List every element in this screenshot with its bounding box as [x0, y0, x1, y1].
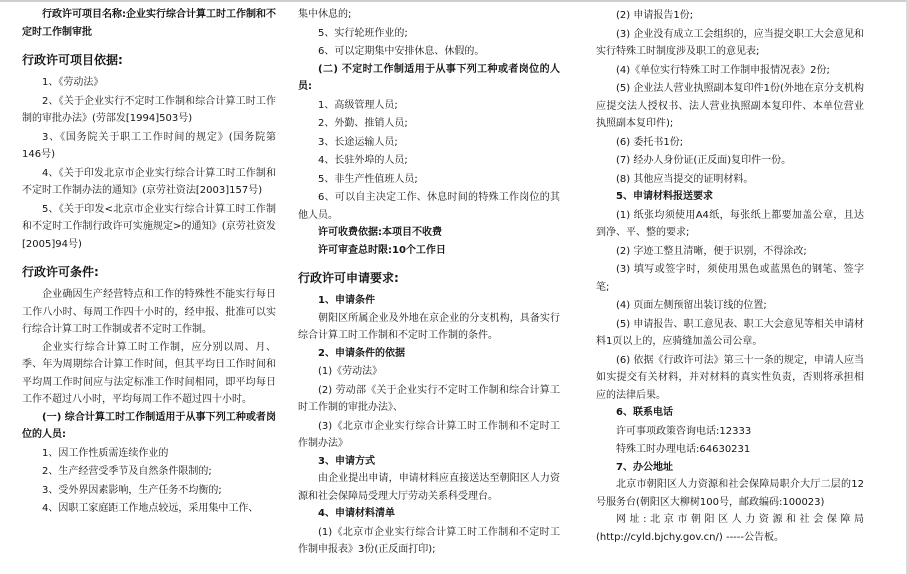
list-item: 3、长途运输人员; — [318, 136, 398, 148]
requirements-heading: 行政许可申请要求: — [298, 271, 399, 285]
list-item: (3) 企业没有成立工会组织的，应当提交职工大会意见和实行特殊工时制度涉及职工的意见表; — [596, 28, 864, 57]
phone-item: 许可事项政策咨询电话:12333 — [616, 425, 752, 437]
list-item: 1、因工作性质需连续作业的 — [42, 447, 169, 459]
list-item: 2、生产经营受季节及自然条件限制的; — [42, 466, 212, 477]
basis-item: 2、《关于企业实行不定时工作制和综合计算工时工作制的审批办法》(劳部发[1994]503号) — [22, 95, 276, 124]
list-item: 5、实行轮班作业的; — [318, 27, 408, 39]
list-item: 2、外勤、推销人员; — [318, 118, 408, 129]
list-item: (6) 依据《行政许可法》第三十一条的规定，申请人应当如实提交有关材料，并对材料的真实性负责，否则将承担相应的法律后果。 — [596, 354, 864, 401]
sub2-heading: (二) 不定时工作制适用于从事下列工种或者岗位的人员: — [298, 63, 560, 92]
list-item: 6、可以定期集中安排休息、休假的。 — [318, 46, 485, 57]
sub1-heading: (一) 综合计算工时工作制适用于从事下列工种或者岗位的人员: — [22, 411, 276, 440]
conditions-paragraph: 企业实行综合计算工时工作制，应分别以周、月、季、年为周期综合计算工作时间，但其平均日工作时间和平均周工作时间应与法定标准工作时间相同，即平均每日工作不超过八小时，平均每周工作不超过四十小时。 — [22, 341, 276, 405]
list-item: (5) 企业法人营业执照副本复印件1份(外地在京分支机构应提交法人授权书、法人营业执照副本复印件、本单位营业执照副本复印件); — [596, 83, 864, 129]
website-text: 网址:北京市朝阳区人力资源和社会保障局(http://cyld.bjchy.gov.cn/) -----公告板。 — [596, 514, 864, 543]
list-item: (4)《单位实行特殊工时工作制申报情况表》2份; — [616, 64, 830, 76]
list-item: (1)《北京市企业实行综合计算工时工作制和不定时工作制申报表》3份(正反面打印); — [298, 526, 560, 555]
continued-text: 集中休息的; — [298, 9, 352, 20]
conditions-heading: 行政许可条件: — [22, 265, 99, 279]
section-title: 5、申请材料报送要求 — [616, 191, 713, 202]
list-item: (1)《劳动法》 — [318, 366, 383, 377]
conditions-paragraph: 企业确因生产经营特点和工作的特殊性不能实行每日工作八小时、每周工作四十小时的，经申报、批准可以实行综合计算工时工作制或者不定时工作制。 — [22, 289, 276, 335]
section-title: 7、办公地址 — [616, 461, 673, 473]
list-item: 5、非生产性值班人员; — [318, 173, 418, 185]
list-item: (2) 劳动部《关于企业实行不定时工作制和综合计算工时工作制的审批办法》、 — [298, 384, 560, 413]
list-item: (3)《北京市企业实行综合计算工时工作制和不定时工作制办法》 — [298, 420, 560, 449]
basis-heading: 行政许可项目依据: — [22, 53, 123, 67]
basis-item: 4、《关于印发北京市企业实行综合计算工时工作制和不定时工作制办法的通知》(京劳社资法[2003]157号) — [22, 167, 276, 196]
list-item: 4、长驻外埠的人员; — [318, 155, 408, 166]
section-title: 1、申请条件 — [318, 295, 375, 306]
section-title: 3、申请方式 — [318, 455, 375, 467]
list-item: (3) 填写或签字时，须使用黑色或蓝黑色的钢笔、签字笔; — [596, 264, 864, 293]
scan-top-edge — [0, 0, 909, 2]
section-title: 2、申请条件的依据 — [318, 347, 405, 359]
list-item: (5) 申请报告、职工意见表、职工大会意见等相关申请材料1页以上的，应骑缝加盖公司公章。 — [596, 318, 864, 347]
column-right — [596, 6, 864, 546]
column-left — [22, 6, 276, 518]
list-item: 6、可以自主决定工作、休息时间的特殊工作岗位的其他人员。 — [298, 192, 560, 221]
section-text: 朝阳区所属企业及外地在京企业的分支机构，具备实行综合计算工时工作制和不定时工作制的条件。 — [298, 312, 560, 341]
fee-basis: 许可收费依据:本项目不收费 — [318, 227, 442, 238]
list-item: (2) 申请报告1份; — [616, 10, 694, 21]
list-item: (4) 页面左侧预留出装订线的位置; — [616, 300, 767, 311]
phone-item: 特殊工时办理电话:64630231 — [616, 444, 751, 455]
basis-item: 5、《关于印发<北京市企业实行综合计算工时工作制和不定时工作制行政许可实施规定>的通知》(京劳社资发[2005]94号) — [22, 203, 276, 250]
review-time-limit: 许可审查总时限:10个工作日 — [318, 244, 446, 256]
list-item: 4、因职工家庭距工作地点较远，采用集中工作、 — [42, 503, 259, 514]
column-middle — [298, 6, 560, 559]
list-item: (2) 字迹工整且清晰，便于识别，不得涂改; — [616, 245, 807, 257]
project-name-heading: 行政许可项目名称:企业实行综合计算工时工作制和不定时工作制审批 — [22, 9, 276, 38]
section-text: 由企业提出申请，申请材料应直接送达至朝阳区人力资源和社会保障局受理大厅劳动关系科受理台。 — [298, 473, 560, 502]
list-item: (7) 经办人身份证(正反面)复印件一份。 — [616, 155, 792, 166]
section-title: 4、申请材料清单 — [318, 508, 395, 519]
basis-item: 3、《国务院关于职工工作时间的规定》(国务院第146号) — [22, 131, 276, 160]
basis-item: 1、《劳动法》 — [42, 77, 104, 88]
list-item: (6) 委托书1份; — [616, 136, 684, 148]
section-title: 6、联系电话 — [616, 407, 673, 418]
list-item: (1) 纸张均须使用A4纸，每张纸上都要加盖公章，且达到净、平、整的要求; — [596, 209, 864, 238]
list-item: 1、高级管理人员; — [318, 99, 398, 111]
office-address: 北京市朝阳区人力资源和社会保障局职介大厅二层的12号服务台(朝阳区大柳树100号，邮政编码:100023) — [596, 479, 864, 508]
list-item: 3、受外界因素影响，生产任务不均衡的; — [42, 484, 222, 496]
list-item: (8) 其他应当提交的证明材料。 — [616, 173, 754, 185]
